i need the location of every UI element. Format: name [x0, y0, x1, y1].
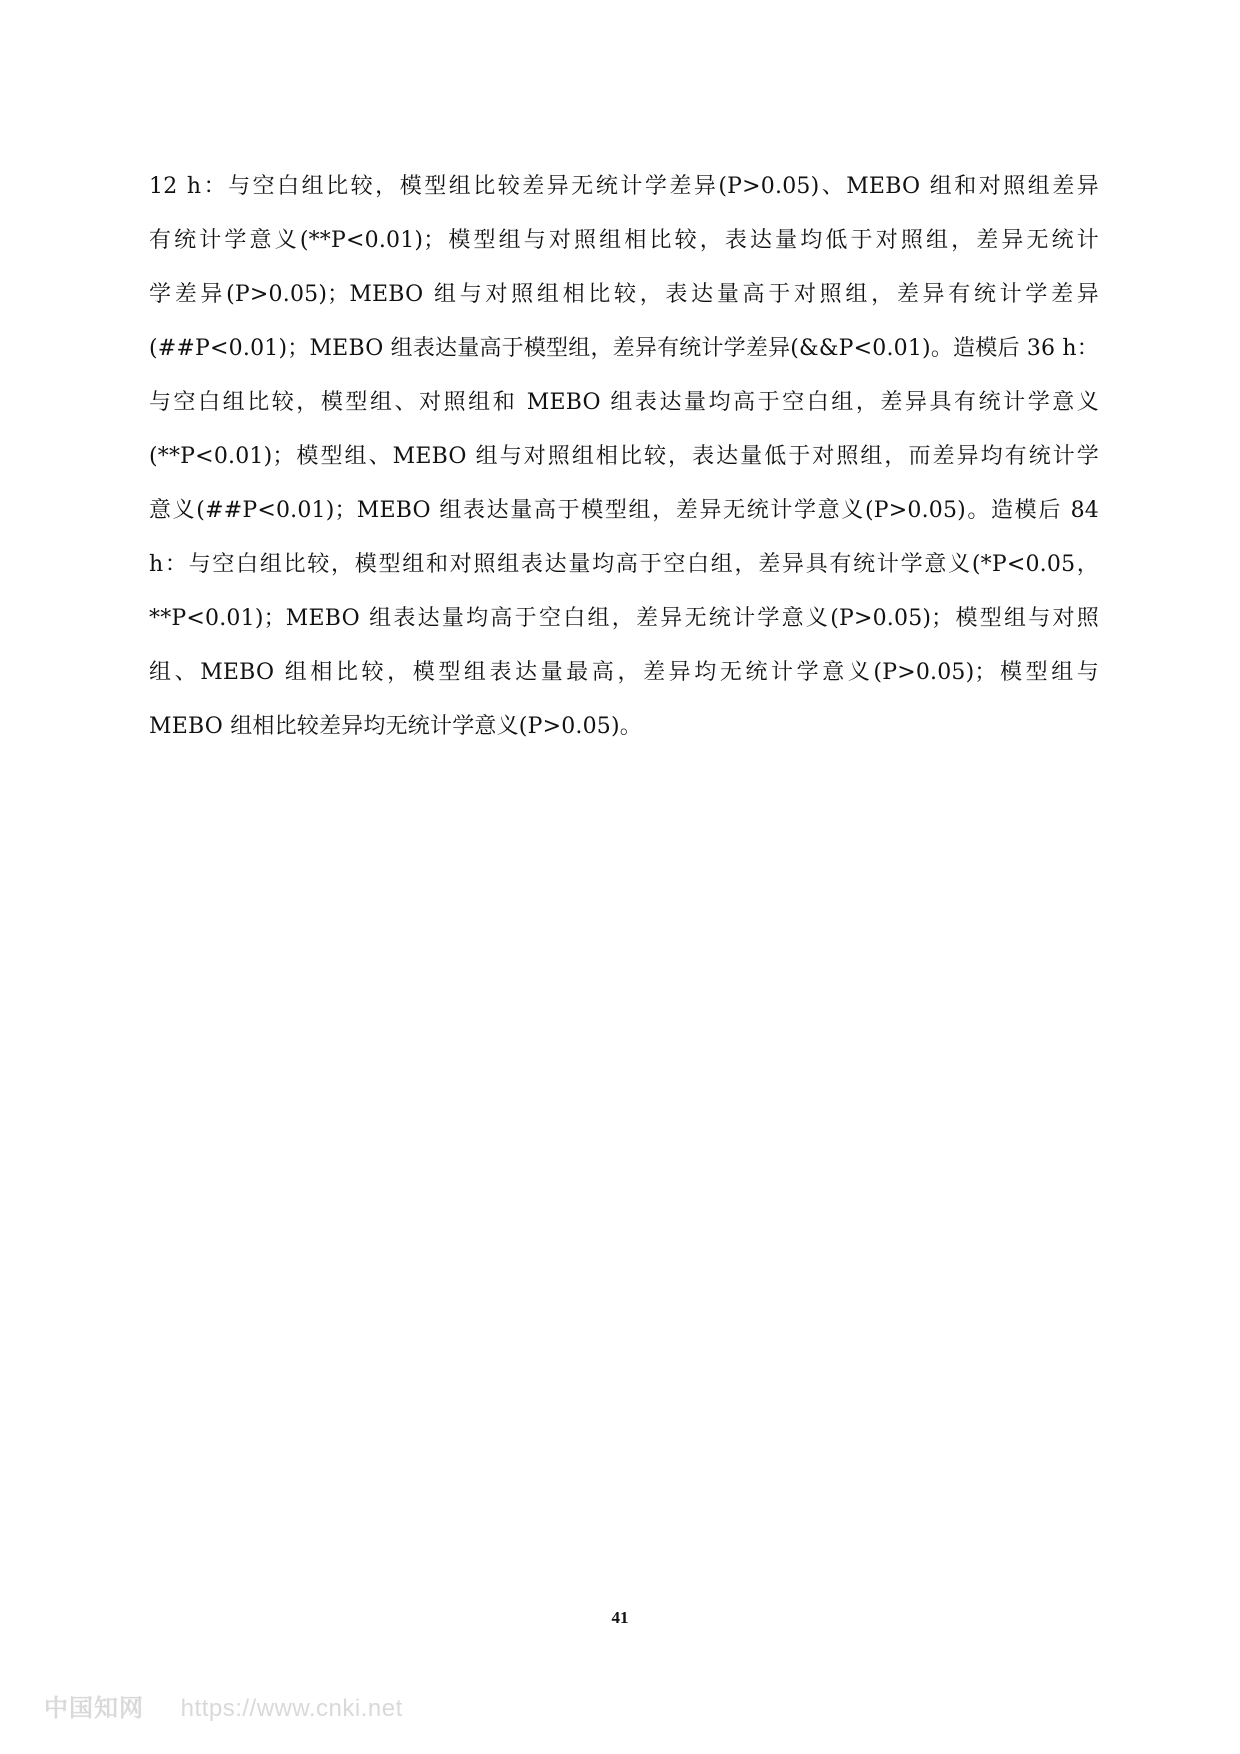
paragraph-line-2: 有统计学意义(**P<0.01)；模型组与对照组相比较，表达量均低于对照组，差异无统计 [149, 228, 1099, 253]
paragraph-line-3: 学差异(P>0.05)；MEBO 组与对照组相比较，表达量高于对照组，差异有统计学差异 [149, 282, 1099, 307]
watermark-brand: 中国知网 [44, 1695, 144, 1722]
paragraph-line-1: 12 h：与空白组比较，模型组比较差异无统计学差异(P>0.05)、MEBO 组和对照组差异 [149, 174, 1099, 199]
paragraph-line-10: 组、MEBO 组相比较，模型组表达量最高，差异均无统计学意义(P>0.05)；模型组与 [149, 660, 1099, 685]
paragraph-line-7: 意义(##P<0.01)；MEBO 组表达量高于模型组，差异无统计学意义(P>0.05)。造模后 84 [149, 498, 1099, 523]
paragraph-line-8: h：与空白组比较，模型组和对照组表达量均高于空白组，差异具有统计学意义(*P<0.05， [149, 552, 1099, 577]
paragraph-line-5: 与空白组比较，模型组、对照组和 MEBO 组表达量均高于空白组，差异具有统计学意义 [149, 390, 1099, 415]
paragraph-line-6: (**P<0.01)；模型组、MEBO 组与对照组相比较，表达量低于对照组，而差异均有统计学 [149, 444, 1099, 469]
watermark-url: https://www.cnki.net [180, 1695, 403, 1722]
page-number: 41 [611, 1608, 629, 1627]
body-paragraph [149, 160, 1099, 754]
cnki-watermark [44, 1688, 403, 1723]
paragraph-line-9: **P<0.01)；MEBO 组表达量均高于空白组，差异无统计学意义(P>0.05)；模型组与对照 [149, 606, 1099, 631]
paragraph-line-11: MEBO 组相比较差异均无统计学意义(P>0.05)。 [149, 714, 642, 739]
paragraph-line-4: (##P<0.01)；MEBO 组表达量高于模型组，差异有统计学差异(&&P<0.01)。造模后 36 h： [149, 336, 1099, 361]
